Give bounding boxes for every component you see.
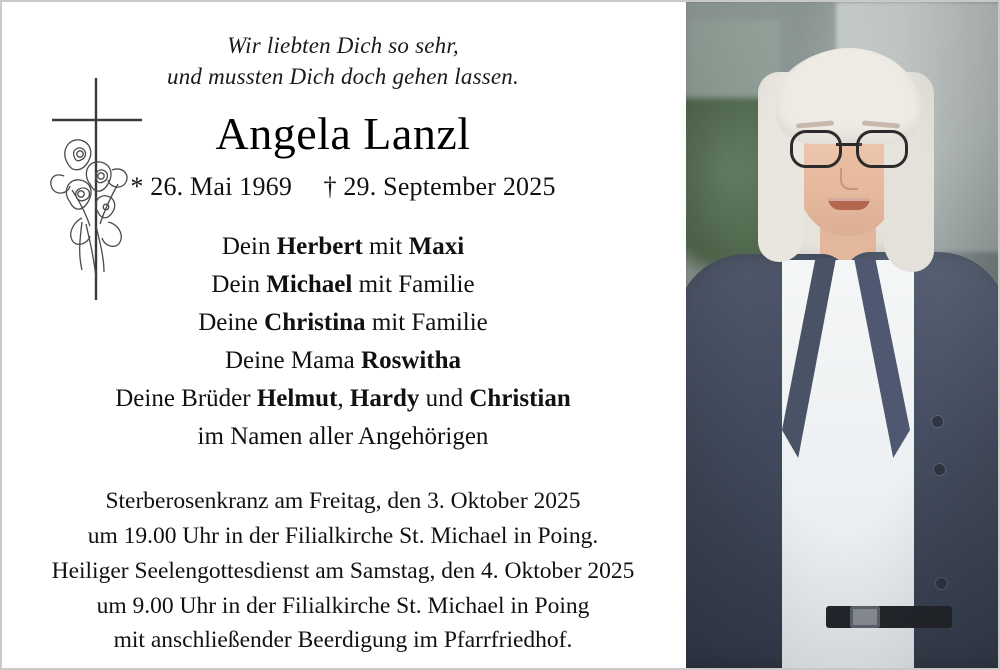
family-prefix: Dein [221,233,277,261]
family-name: Helmut [256,385,338,413]
service-line-3: Heiliger Seelengottesdienst am Samstag, den 4. Oktober 2025 [51,557,635,584]
family-mid: mit [362,233,409,261]
family-prefix: Deine Mama [224,347,362,375]
family-prefix: Deine Brüder [115,385,257,413]
death-date: † 29. September 2025 [323,172,556,202]
family-mid: , [337,385,350,413]
family-name-3: Christian [469,385,571,413]
motto-line-2: und mussten Dich doch gehen lassen. [167,64,519,90]
family-mid: mit Familie [352,271,475,299]
family-name-2: Maxi [408,233,465,261]
family-name: Christina [264,309,366,337]
service-line-1: Sterberosenkranz am Freitag, den 3. Oktober 2025 [105,488,581,515]
family-line-4 [16,342,670,380]
family-name-2: Hardy [349,385,420,413]
family-name: Herbert [276,233,363,261]
motto [16,30,670,92]
service-line-4: um 9.00 Uhr in der Filialkirche St. Michael in Poing [96,592,590,619]
family-prefix: Dein [211,271,267,299]
service-line-5: mit anschließender Beerdigung im Pfarrfriedhof. [113,627,573,654]
family-list [16,228,670,456]
family-suffix: und [419,385,470,413]
family-line-5 [16,380,670,418]
family-prefix: Deine [198,309,265,337]
family-line-1 [16,228,670,266]
family-name: Michael [266,271,353,299]
birth-date: * 26. Mai 1969 [130,172,293,202]
deceased-name: Angela Lanzl [215,108,471,160]
service-line-2: um 19.00 Uhr in der Filialkirche St. Michael in Poing. [87,523,599,550]
service-details [16,484,670,658]
family-mid: mit Familie [365,309,488,337]
life-dates [16,172,670,202]
family-line-2 [16,266,670,304]
motto-line-1: Wir liebten Dich so sehr, [227,33,459,58]
family-name: Roswitha [361,347,462,375]
family-line-6: im Namen aller Angehörigen [197,423,489,451]
portrait-photo [686,2,998,668]
photo-vignette [686,2,998,668]
family-line-3 [16,304,670,342]
